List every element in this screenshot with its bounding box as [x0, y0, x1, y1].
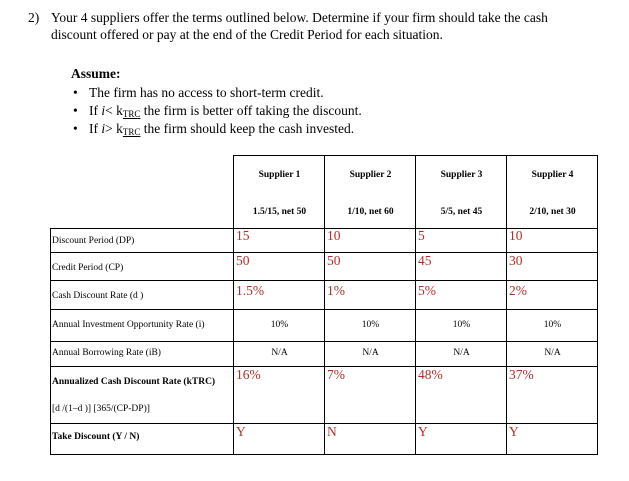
assume-bullet-2: • If $i< k_{TRC}$ the firm is better off taking the discount.	[73, 103, 362, 119]
assume-bullet-3: • If $i> k_{TRC}$ the firm should keep the cash invested.	[73, 121, 355, 137]
value-cell: N/A	[453, 348, 470, 358]
answer-cell: 2%	[509, 283, 527, 298]
value-cell: N/A	[271, 348, 288, 358]
answer-cell: 7%	[327, 367, 345, 382]
question-line-2: discount offered or pay at the end of the Credit Period for each situation.	[51, 27, 443, 42]
assume-bullet-1: • The firm has no access to short-term credit.	[73, 85, 324, 100]
value-cell: N/A	[544, 348, 561, 358]
row-label-cash-discount-rate: Cash Discount Rate (d )	[52, 291, 144, 301]
row-label-investment-rate: Annual Investment Opportunity Rate (i)	[52, 320, 205, 330]
value-cell: N/A	[362, 348, 379, 358]
answer-cell: 37%	[509, 367, 534, 382]
answer-cell: Y	[236, 424, 246, 439]
supplier-header: Supplier 4	[531, 170, 574, 180]
row-label-formula: [d /(1–d )] [365/(CP-DP)]	[52, 404, 150, 414]
bullet-icon: •	[73, 121, 78, 136]
supplier-terms: 1/10, net 60	[347, 207, 394, 217]
answer-cell: 5	[418, 228, 425, 243]
row-label-discount-period: Discount Period (DP)	[52, 236, 135, 246]
supplier-terms: 1.5/15, net 50	[252, 207, 307, 217]
answer-cell: 15	[236, 228, 250, 243]
row-label-take-discount: Take Discount (Y / N)	[52, 432, 140, 442]
answer-cell: 45	[418, 253, 432, 268]
supplier-header: Supplier 1	[258, 170, 301, 180]
value-cell: 10%	[270, 320, 289, 330]
answer-cell: 48%	[418, 367, 443, 382]
row-label-annualized-rate: Annualized Cash Discount Rate (kTRC)	[52, 377, 216, 387]
value-cell: 10%	[543, 320, 562, 330]
assume-title: Assume:	[71, 66, 121, 81]
answer-cell: Y	[418, 424, 428, 439]
question-line-1: Your 4 suppliers offer the terms outlined below. Determine if your firm should take the cash	[51, 10, 548, 25]
answer-cell: 1%	[327, 283, 345, 298]
supplier-terms: 5/5, net 45	[440, 207, 483, 217]
answer-cell: 5%	[418, 283, 436, 298]
supplier-terms: 2/10, net 30	[529, 207, 576, 217]
question-number: 2)	[28, 10, 40, 25]
bullet-icon: •	[73, 103, 78, 118]
bullet-icon: •	[73, 85, 78, 100]
row-label-credit-period: Credit Period (CP)	[52, 263, 124, 273]
supplier-header: Supplier 2	[349, 170, 392, 180]
supplier-header: Supplier 3	[440, 170, 483, 180]
answer-cell: 50	[327, 253, 341, 268]
answer-cell: 1.5%	[236, 283, 265, 298]
answer-cell: N	[327, 424, 337, 439]
value-cell: 10%	[361, 320, 380, 330]
answer-cell: Y	[509, 424, 519, 439]
value-cell: 10%	[452, 320, 471, 330]
answer-cell: 10	[327, 228, 341, 243]
answer-cell: 50	[236, 253, 250, 268]
answer-cell: 16%	[236, 367, 261, 382]
answer-cell: 10	[509, 228, 523, 243]
row-label-borrowing-rate: Annual Borrowing Rate (iB)	[52, 348, 161, 358]
answer-cell: 30	[509, 253, 523, 268]
